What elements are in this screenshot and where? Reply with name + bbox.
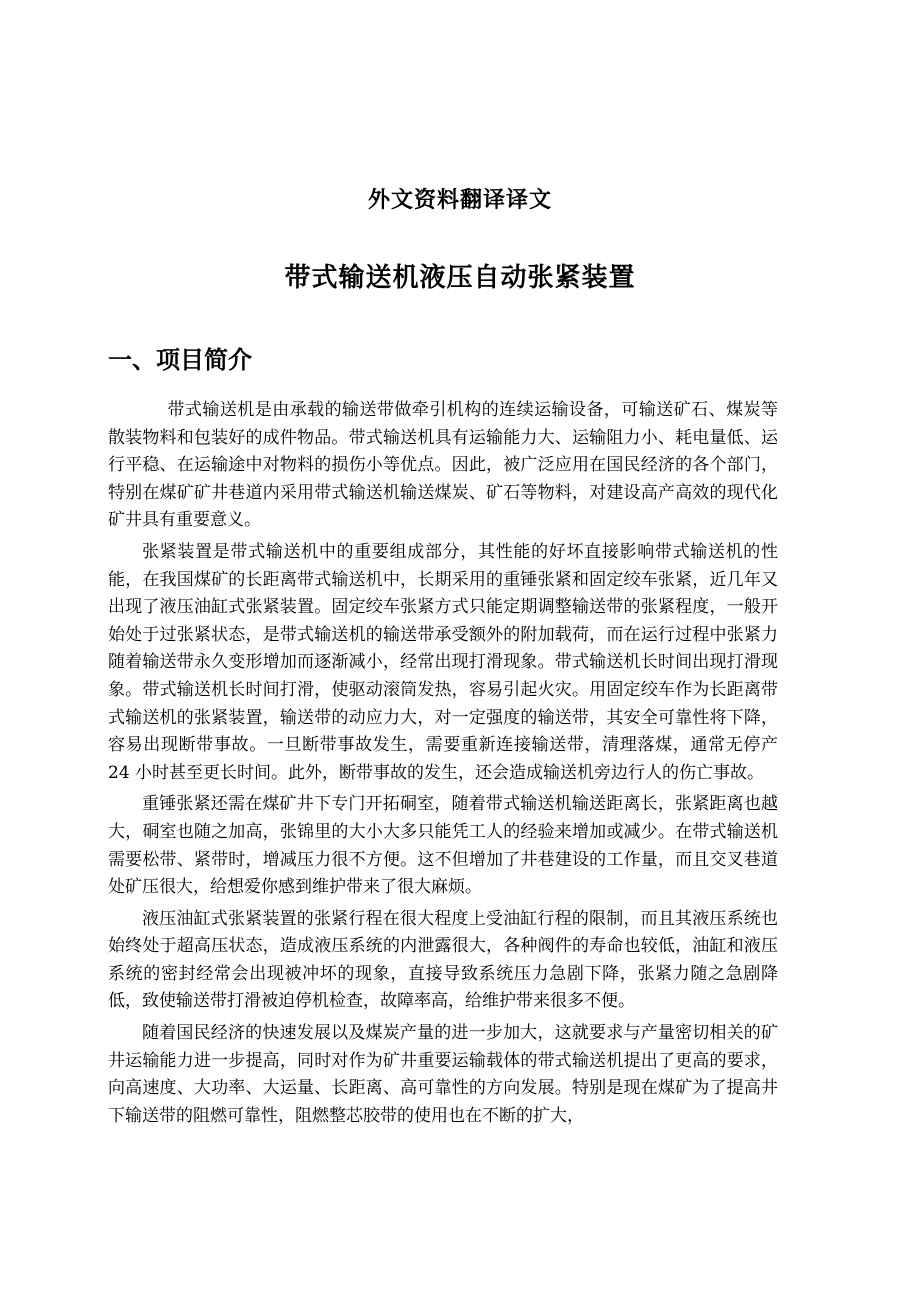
paragraph: 随着国民经济的快速发展以及煤炭产量的进一步加大，这就要求与产量密切相关的矿井运输能力进一步提高，同时对作为矿井重要运输载体的带式输送机提出了更高的要求，向高速度、大功率、大运量、长距离、高可靠性的方向发展。特别是现在煤矿为了提高井下输送带的阻燃可靠性，阻燃整芯胶带的使用也在不断的扩大， [108,1023,778,1126]
paragraph: 带式输送机是由承载的输送带做牵引机构的连续运输设备，可输送矿石、煤炭等散装物料和包装好的成件物品。带式输送机具有运输能力大、运输阻力小、耗电量低、运行平稳、在运输途中对物料的损伤小等优点。因此，被广泛应用在国民经济的各个部门，特别在煤矿矿井巷道内采用带式输送机输送煤炭、矿石等物料，对建设高产高效的现代化矿井具有重要意义。 [108,400,778,531]
section-heading: 一、项目简介 [108,346,252,374]
paragraph: 张紧装置是带式输送机中的重要组成部分，其性能的好坏直接影响带式输送机的性能，在我国煤矿的长距离带式输送机中，长期采用的重锤张紧和固定绞车张紧，近几年又出现了液压油缸式张紧装置。固定绞车张紧方式只能定期调整输送带的张紧程度，一般开始处于过张紧状态，是带式输送机的输送带承受额外的附加载荷，而在运行过程中张紧力随着输送带永久变形增加而逐渐减小，经常出现打滑现象。带式输送机长时间出现打滑现象。带式输送机长时间打滑，使驱动滚筒发热，容易引起火灾。用固定绞车作为长距离带式输送机的张紧装置，输送带的动应力大，对一定强度的输送带，其安全可靠性将下降，容易出现断带事故。一旦断带事故发生，需要重新连接输送带，清理落煤，通常无停产 24 小时甚至更长时间。此外，断带事故的发生，还会造成输送机旁边行人的伤亡事故。 [108,541,778,783]
paragraph: 液压油缸式张紧装置的张紧行程在很大程度上受油缸行程的限制，而且其液压系统也始终处于超高压状态，造成液压系统的内泄露很大，各种阀件的寿命也较低，油缸和液压系统的密封经常会出现被冲坏的现象，直接导致系统压力急剧下降，张紧力随之急剧降低，致使输送带打滑被迫停机检查，故障率高，给维护带来很多不便。 [108,908,778,1012]
document-title: 带式输送机液压自动张紧装置 [284,263,636,293]
document-label: 外文资料翻译译文 [367,188,552,213]
paragraph: 重锤张紧还需在煤矿井下专门开拓硐室，随着带式输送机输送距离长，张紧距离也越大，硐室也随之加高，张锦里的大小大多只能凭工人的经验来增加或减少。在带式输送机需要松带、紧带时，增减压力很不方便。这不但增加了井巷建设的工作量，而且交叉巷道处矿压很大，给想爱你感到维护带来了很大麻烦。 [108,794,778,898]
body-text [108,397,778,1134]
